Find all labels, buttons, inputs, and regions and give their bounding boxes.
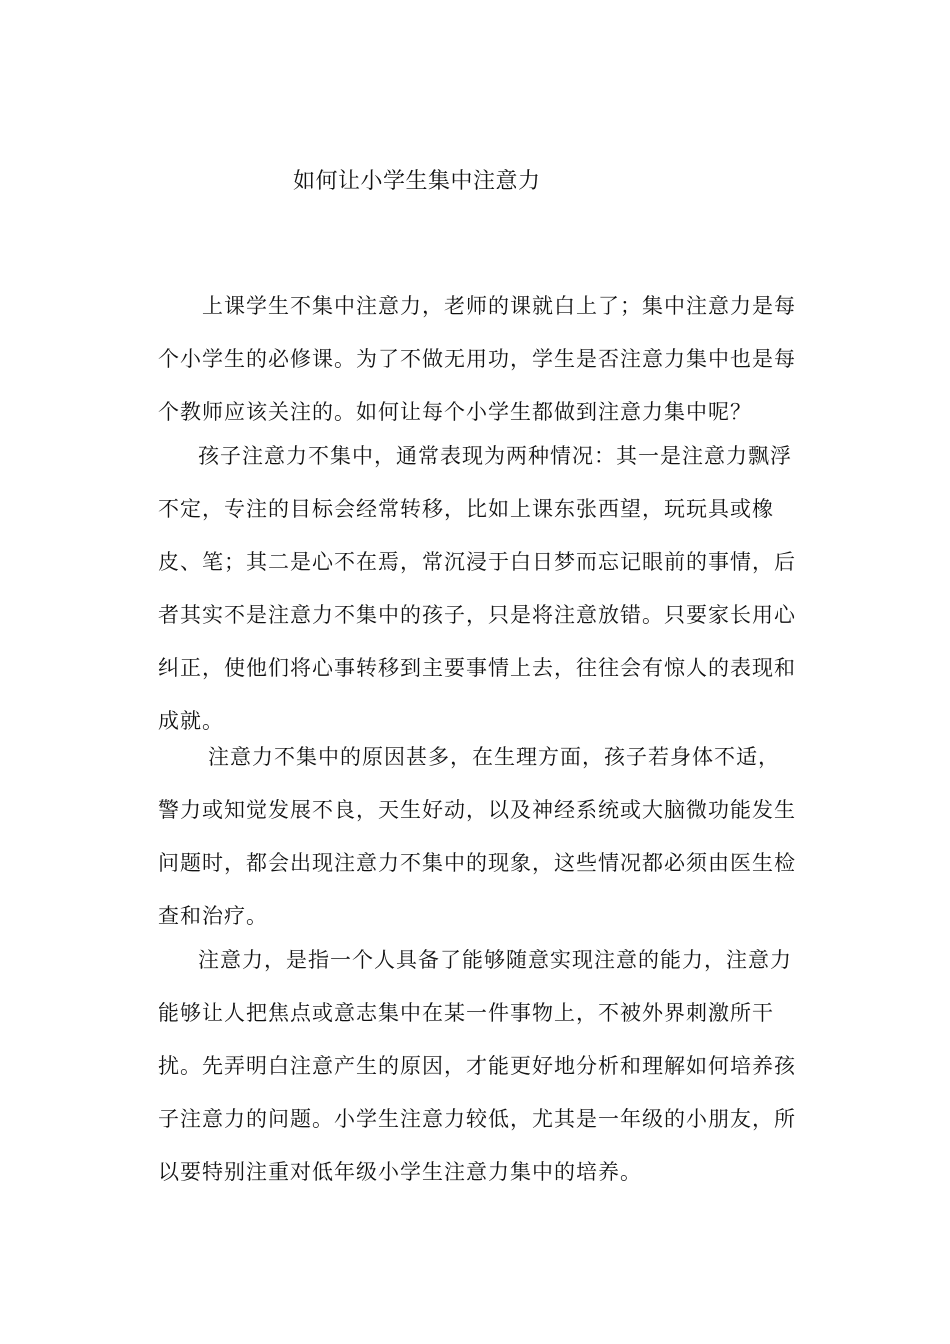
paragraph-line: 者其实不是注意力不集中的孩子，只是将注意放错。只要家长用心 <box>158 603 796 627</box>
paragraph-line: 注意力，是指一个人具备了能够随意实现注意的能力，注意力 <box>198 948 792 972</box>
paragraph-4 <box>158 934 808 1199</box>
document-title: 如何让小学生集中注意力 <box>293 169 541 194</box>
paragraph-line: 纠正，使他们将心事转移到主要事情上去，往往会有惊人的表现和 <box>158 656 796 680</box>
paragraph-line: 注意力不集中的原因甚多，在生理方面，孩子若身体不适， <box>208 745 780 769</box>
paragraph-line: 个小学生的必修课。为了不做无用功，学生是否注意力集中也是每 <box>158 347 796 371</box>
paragraph-3 <box>158 731 808 943</box>
paragraph-2 <box>158 430 808 748</box>
paragraph-line: 个教师应该关注的。如何让每个小学生都做到注意力集中呢？ <box>158 400 752 424</box>
paragraph-line: 皮、笔；其二是心不在焉，常沉浸于白日梦而忘记眼前的事情，后 <box>158 550 796 574</box>
paragraph-line: 能够让人把焦点或意志集中在某一件事物上，不被外界刺激所干 <box>158 1001 774 1025</box>
paragraph-line: 不定，专注的目标会经常转移，比如上课东张西望，玩玩具或橡 <box>158 497 774 521</box>
paragraph-line: 孩子注意力不集中，通常表现为两种情况：其一是注意力飘浮 <box>198 444 792 468</box>
paragraph-line: 子注意力的问题。小学生注意力较低，尤其是一年级的小朋友，所 <box>158 1107 796 1131</box>
paragraph-line: 警力或知觉发展不良，天生好动，以及神经系统或大脑微功能发生 <box>158 798 796 822</box>
paragraph-line: 扰。先弄明白注意产生的原因，才能更好地分析和理解如何培养孩 <box>158 1054 796 1078</box>
paragraph-line: 以要特别注重对低年级小学生注意力集中的培养。 <box>158 1160 642 1184</box>
paragraph-line: 上课学生不集中注意力，老师的课就白上了；集中注意力是每 <box>202 294 796 318</box>
paragraph-line: 成就。 <box>158 709 224 733</box>
paragraph-line: 查和治疗。 <box>158 904 268 928</box>
paragraph-line: 问题时，都会出现注意力不集中的现象，这些情况都必须由医生检 <box>158 851 796 875</box>
paragraph-1 <box>158 280 808 439</box>
